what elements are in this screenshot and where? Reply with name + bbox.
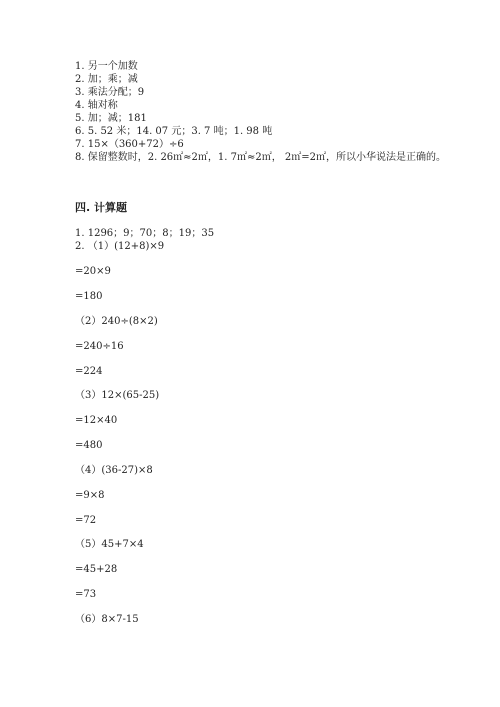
calc-line: =45+28 bbox=[75, 564, 118, 575]
calc-line: （5）45+7×4 bbox=[75, 539, 144, 550]
calc-line: 2. （1）(12+8)×9 bbox=[75, 241, 165, 252]
calc-line: =180 bbox=[75, 291, 103, 302]
answer-line: 1. 另一个加数 bbox=[75, 61, 138, 72]
calc-line: =224 bbox=[75, 366, 103, 377]
calc-line: =240÷16 bbox=[75, 341, 124, 352]
calc-line: （4）(36-27)×8 bbox=[75, 465, 153, 476]
calc-line: （6）8×7-15 bbox=[75, 614, 139, 625]
answer-line: 8. 保留整数时，2. 26㎡≈2㎡，1. 7㎡≈2㎡， 2㎡=2㎡，所以小华说法是正确的。 bbox=[75, 152, 447, 163]
calc-line: =72 bbox=[75, 515, 97, 526]
calc-line: （3）12×(65-25) bbox=[75, 390, 160, 401]
answer-line: 3. 乘法分配；9 bbox=[75, 87, 145, 98]
calc-line: （2）240÷(8×2) bbox=[75, 316, 158, 327]
calc-line: =20×9 bbox=[75, 266, 111, 277]
answer-line: 6. 5. 52 米；14. 07 元；3. 7 吨；1. 98 吨 bbox=[75, 126, 273, 137]
answer-line: 7. 15×（360+72）÷6 bbox=[75, 139, 184, 150]
answer-line: 5. 加；减；181 bbox=[75, 113, 147, 124]
calc-line: =73 bbox=[75, 589, 97, 600]
answer-line: 4. 轴对称 bbox=[75, 100, 118, 111]
calc-line: =9×8 bbox=[75, 490, 105, 501]
calc-line: 1. 1296；9；70；8；19；35 bbox=[75, 228, 215, 239]
answer-line: 2. 加；乘；减 bbox=[75, 74, 138, 85]
section-heading: 四. 计算题 bbox=[75, 201, 128, 214]
calc-line: =12×40 bbox=[75, 415, 118, 426]
calc-line: =480 bbox=[75, 440, 103, 451]
